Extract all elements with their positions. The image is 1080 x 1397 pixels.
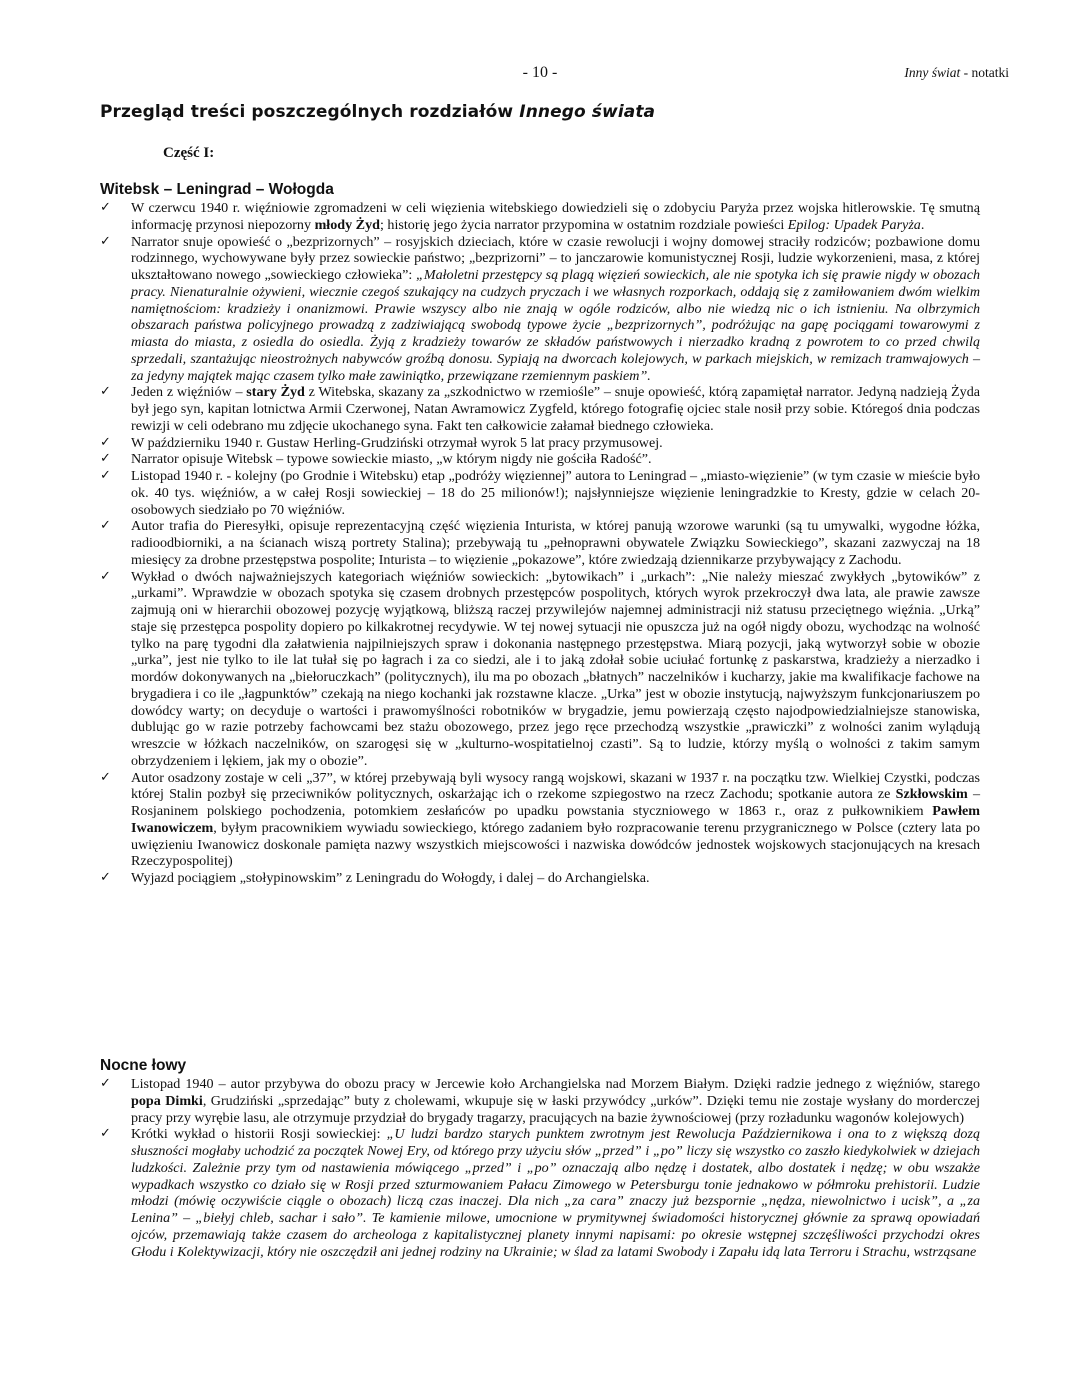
list-item-text: Wyjazd pociągiem „stołypinowskim” z Leningradu do Wołogdy, i dalej – do Archangielska. [131, 870, 650, 886]
checkmark-icon: ✓ [100, 451, 111, 467]
section-list-witebsk [100, 200, 980, 887]
list-item [100, 384, 980, 434]
list-item-text: z Witebska, skazany za „szkodnictwo w rzemiośle” – snuje opowieść, którą zapamiętał narrator. Jedyną nadzieją Żyda był jego syn, kapitan lotnictwa Armii Czerwonej, Natan Awramowicz Zygfeld, którego fotografię ojciec stale nosił przy sobie. Któregoś dnia podczas rewizji w celi odebrano mu zdjęcie ukochanego syna. Fakt ten całkowicie załamał biednego człowieka. [131, 384, 980, 434]
list-item-text: W czerwcu 1940 r. więźniowie zgromadzeni w celi więzienia witebskiego dowiedzieli się o zdobyciu Paryża przez wojska hitlerowskie. Tę smutną informację przynosi niepozorny [131, 200, 980, 233]
checkmark-icon: ✓ [100, 1076, 111, 1091]
list-item-text: „U ludzi bardzo starych punktem zwrotnym jest Rewolucja Październikowa i ona to z większą dozą słuszności mogłaby uchodzić za początek Nowej Ery, od którego przy użyciu słów „przed” i „po” liczy się wszystko co zaszło kiedykolwiek w dziejach ludzkości. Zależnie przy tym od nastawienia mówiącego „przed” i „po” oznaczają albo nędzę i dostatek, albo dostatek i nędzę; w obu wszakże wypadkach wszystko co działo się w Rosji przed szturmowaniem Pałacu Zimowego w Petersburgu tonie jednakowo w półmroku prehistorii. Ludzie młodzi (mówię oczywiście ciągle o obozach) liczą czas inaczej. Dla nich „za cara” znaczy już bezspornie „nędza, niewolnictwo i ucisk”, a „za Lenina” – „biełyj chleb, sachar i sało”. Te kamienie milowe, umocnione w prymitywnej świadomości historycznej głównie za sprawą opowiadań ojców, przemawiają także czasem do archeologa z kapitalistycznej planety innymi napisami: po okresie wstępnej szczęśliwości przychodzi okres Głodu i Kolektywizacji, który nie oszczędził ani jednej rodziny na Ukrainie; w ślad za latami Swobody i Zapału idą lata Terroru i Strachu, wstrząsane [131, 1126, 981, 1260]
list-item-text: młody Żyd [314, 216, 380, 233]
list-item [100, 468, 980, 518]
checkmark-icon: ✓ [100, 468, 111, 483]
checkmark-icon: ✓ [100, 769, 111, 785]
list-item-text: W październiku 1940 r. Gustaw Herling-Grudziński otrzymał wyrok 5 lat pracy przymusowej. [131, 434, 663, 451]
list-item-text: Narrator snuje opowieść o „bezprizornych” – rosyjskich dzieciach, które w czasie rewolucji i wojny domowej straciły rodziców; pozbawione domu rodzinnego, wychowywane były przez sowieckie państwo; „bezprizorni” – to janczarowie komunistycznej Rosji, ludzie wykorzenieni, masa, z której ukształtowano nowego „sowieckiego człowieka”: [131, 233, 980, 283]
list-item-text: Autor osadzony zostaje w celi „37”, w której przebywają byli wysocy rangą wojskowi, skazani w 1937 r. na początku tzw. Wielkiej Czystki, podczas której Stalin pozbył się przeciwników politycznych, oskarżając ich o rzekome szpiegostwo na rzecz Zachodu; spotkanie autora ze [131, 769, 980, 803]
list-item-text: Jeden z więźniów – [131, 384, 247, 401]
page-number: - 10 - [522, 64, 558, 81]
running-header-suffix: - notatki [960, 65, 1009, 80]
list-item-text: Epilog: Upadek Paryża [787, 216, 921, 233]
list-item [100, 200, 980, 234]
list-item [100, 234, 980, 385]
list-item-text: Wykład o dwóch najważniejszych kategoriach więźniów sowieckich: „bytowikach” i „urkach”: „Nie należy mieszać zwykłych „bytowików” z „urkami”. Wprawdzie w obozach spotyka się czasem drobnych przestępców pospolitych, których wyrok przekroczył dwa lata, ale prawie zawsze zajmują oni w hierarchii obozowej pozycję wyjątkową, bliższą raczej przywilejów najemnej administracji niż statusu przeciętnego więźnia. „Urką” staje się przestępca pospolity dopiero po kilkakrotnej recydywie. W tej nowej sytuacji nie opuszcza już na ogół nigdy obozu, wychodząc na wolność tylko na parę tygodni dla załatwienia najpilniejszych spraw i dokonania następnego przestępstwa. Miarą pozycji, jaką wytworzył sobie w obozie „urka”, jest nie tylko to ile lat tułał się po łagrach i za co siedzi, ale i to jaką zdołał sobie uciułać fortunkę z paskarstwa, kradzieży a nierzadko i mordów dokonywanych na „biełoruczkach” (politycznych), ilu ma po obozach „błatnych” naczelników i kucharzy, jakie ma kwalifikacje fachowe na brygadiera i co ile „łagpunktów” czekają na niego kochanki jak rozstawne klacze. „Urka” jest w obozie instytucją, najwyższym funkcjonariuszem po dowódcy warty; on decyduje o wartości i prawomyślności robotników w brygadzie, jemu powierzają często najodpowiedzialniejsze stanowiska, dublując go w razie potrzeby fachowcami bez stażu obozowego, przez jego ręce przechodzą wszystkie „prawiczki” z wolności zanim wylądują wreszcie w łóżkach naczelników, on szarogęsi się w „kulturno-wospitatielnoj czasti”. Są to ludzie, którzy myślą o wolności z takim samym obrzydzeniem i lękiem, jak my o obozie”. [131, 568, 980, 769]
list-item-text: Krótki wykład o historii Rosji sowieckiej: [131, 1126, 387, 1143]
list-item [100, 435, 980, 452]
list-item [100, 569, 980, 770]
section-list-nocne-lowy [100, 1076, 980, 1260]
document-title-italic: Innego świata [519, 102, 656, 122]
list-item-text: popa Dimki [131, 1092, 203, 1109]
list-item [100, 1126, 980, 1260]
checkmark-icon: ✓ [100, 870, 111, 885]
section-heading-nocne-lowy: Nocne łowy [100, 1057, 187, 1074]
list-item-text: . [920, 216, 925, 233]
list-item-text: Pawłem Iwanowiczem [131, 803, 980, 836]
document-title [100, 102, 1000, 122]
section-heading-witebsk: Witebsk – Leningrad – Wołogda [100, 181, 334, 198]
checkmark-icon: ✓ [100, 200, 111, 215]
list-item-text: stary Żyd [246, 384, 305, 401]
list-item-text: Listopad 1940 – autor przybywa do obozu pracy w Jercewie koło Archangielska nad Morzem Białym. Dzięki radzie jednego z więźniów, starego [131, 1076, 980, 1092]
checkmark-icon: ✓ [100, 1126, 111, 1142]
list-item-text: , byłym pracownikiem wywiadu sowieckiego, którego zadaniem było rozpracowanie terenu przygranicznego w Polsce (cztery lata po uwięzieniu Iwanowicz doskonale pamięta nazwy wszystkich miejscowości i nazwiska dowódców jednostek wojskowych stacjonujących na kresach Rzeczypospolitej) [131, 819, 980, 870]
list-item [100, 870, 980, 887]
part-label: Część I: [163, 145, 215, 161]
checkmark-icon: ✓ [100, 568, 111, 584]
list-item-text: Autor trafia do Pieresyłki, opisuje reprezentacyjną część więzienia Inturista, w której panują wzorowe warunki (są tu umywalki, wygodne łóżka, radioodbiorniki, a na ścianach wiszą portrety Stalina); przebywają tu „pełnoprawni obywatele Związku Sowieckiego”, skazani zazwyczaj na 18 miesięcy za drobne przestępstwa pospolite; Inturista – to więzienie „pokazowe”, które zwiedzają dziennikarze przybywający z Zachodu. [131, 518, 980, 568]
list-item-text: Listopad 1940 r. - kolejny (po Grodnie i Witebsku) etap „podróży więziennej” autora to Leningrad – „miasto-więzienie” (w tym czasie w mieście było ok. 40 tys. więźniów, a w całej Rosji sowieckiej – 18 do 25 milionów!); najsłynniejsze więzienie leningradzkie to Kresty, gdzie w celach 20-osobowych siedziało po 70 więźniów. [131, 468, 980, 518]
document-title-text: Przegląd treści poszczególnych rozdziałów [100, 102, 520, 122]
list-item [100, 451, 980, 468]
checkmark-icon: ✓ [100, 434, 111, 450]
checkmark-icon: ✓ [100, 384, 111, 400]
checkmark-icon: ✓ [100, 233, 111, 249]
running-header [904, 65, 1009, 81]
list-item-text: , Grudziński „sprzedając” buty z cholewami, wkupuje się w łaski przywódcy „urków”. Dzięki temu nie zostaje wysłany do morderczej pracy przy wyrębie lasu, ale otrzymuje przydział do brygady tragarzy, pracujących na bazie żywnościowej (przy rozładunku wagonów kolejowych) [131, 1092, 981, 1126]
list-item [100, 770, 980, 871]
list-item-text: „Małoletni przestępcy są plagą więzień sowieckich, ale nie spotyka ich się prawie nigdy w obozach pracy. Nienaturalnie ożywieni, wiecznie czegoś szukający na cudzych pryczach i we własnych rozporkach, oddają się z zamiłowaniem dwóm wielkim namiętnościom: kradzieży i onanizmowi. Prawie wszyscy albo nie znają w ogóle rodziców, albo nie wiedzą nic o ich istnieniu. Na olbrzymich obszarach państwa policyjnego prowadzą z zadziwiającą swobodą typowe życie „bezprizornych”, podróżując na gapę pociągami towarowymi z miasta do miasta, z osiedla do osiedla. Żyją z kradzieży towarów ze składów państwowych i nierzadko kradną z powrotem to co przed chwilą sprzedali, szantażując nieostrożnych nabywców groźbą donosu. Sypiają na dworcach kolejowych, w parkach miejskich, w remizach tramwajowych – za jedyny majątek mając czasem tylko małe zawiniątko, przewiązane rzemiennym paskiem”. [131, 267, 980, 384]
list-item-text: Szkłowskim [895, 786, 968, 803]
checkmark-icon: ✓ [100, 518, 111, 534]
list-item-text: ; historię jego życia narrator przypomina w ostatnim rozdziale powieści [379, 216, 788, 233]
list-item-text: – Rosjaninem polskiego pochodzenia, potomkiem zesłańców po upadku powstania styczniowego w 1863 r., oraz z pułkownikiem [131, 786, 980, 819]
list-item-text: Narrator opisuje Witebsk – typowe sowieckie miasto, „w którym nigdy nie gościła Radość”. [131, 451, 652, 468]
running-header-title: Inny świat [904, 65, 961, 80]
list-item [100, 1076, 980, 1126]
list-item [100, 518, 980, 568]
